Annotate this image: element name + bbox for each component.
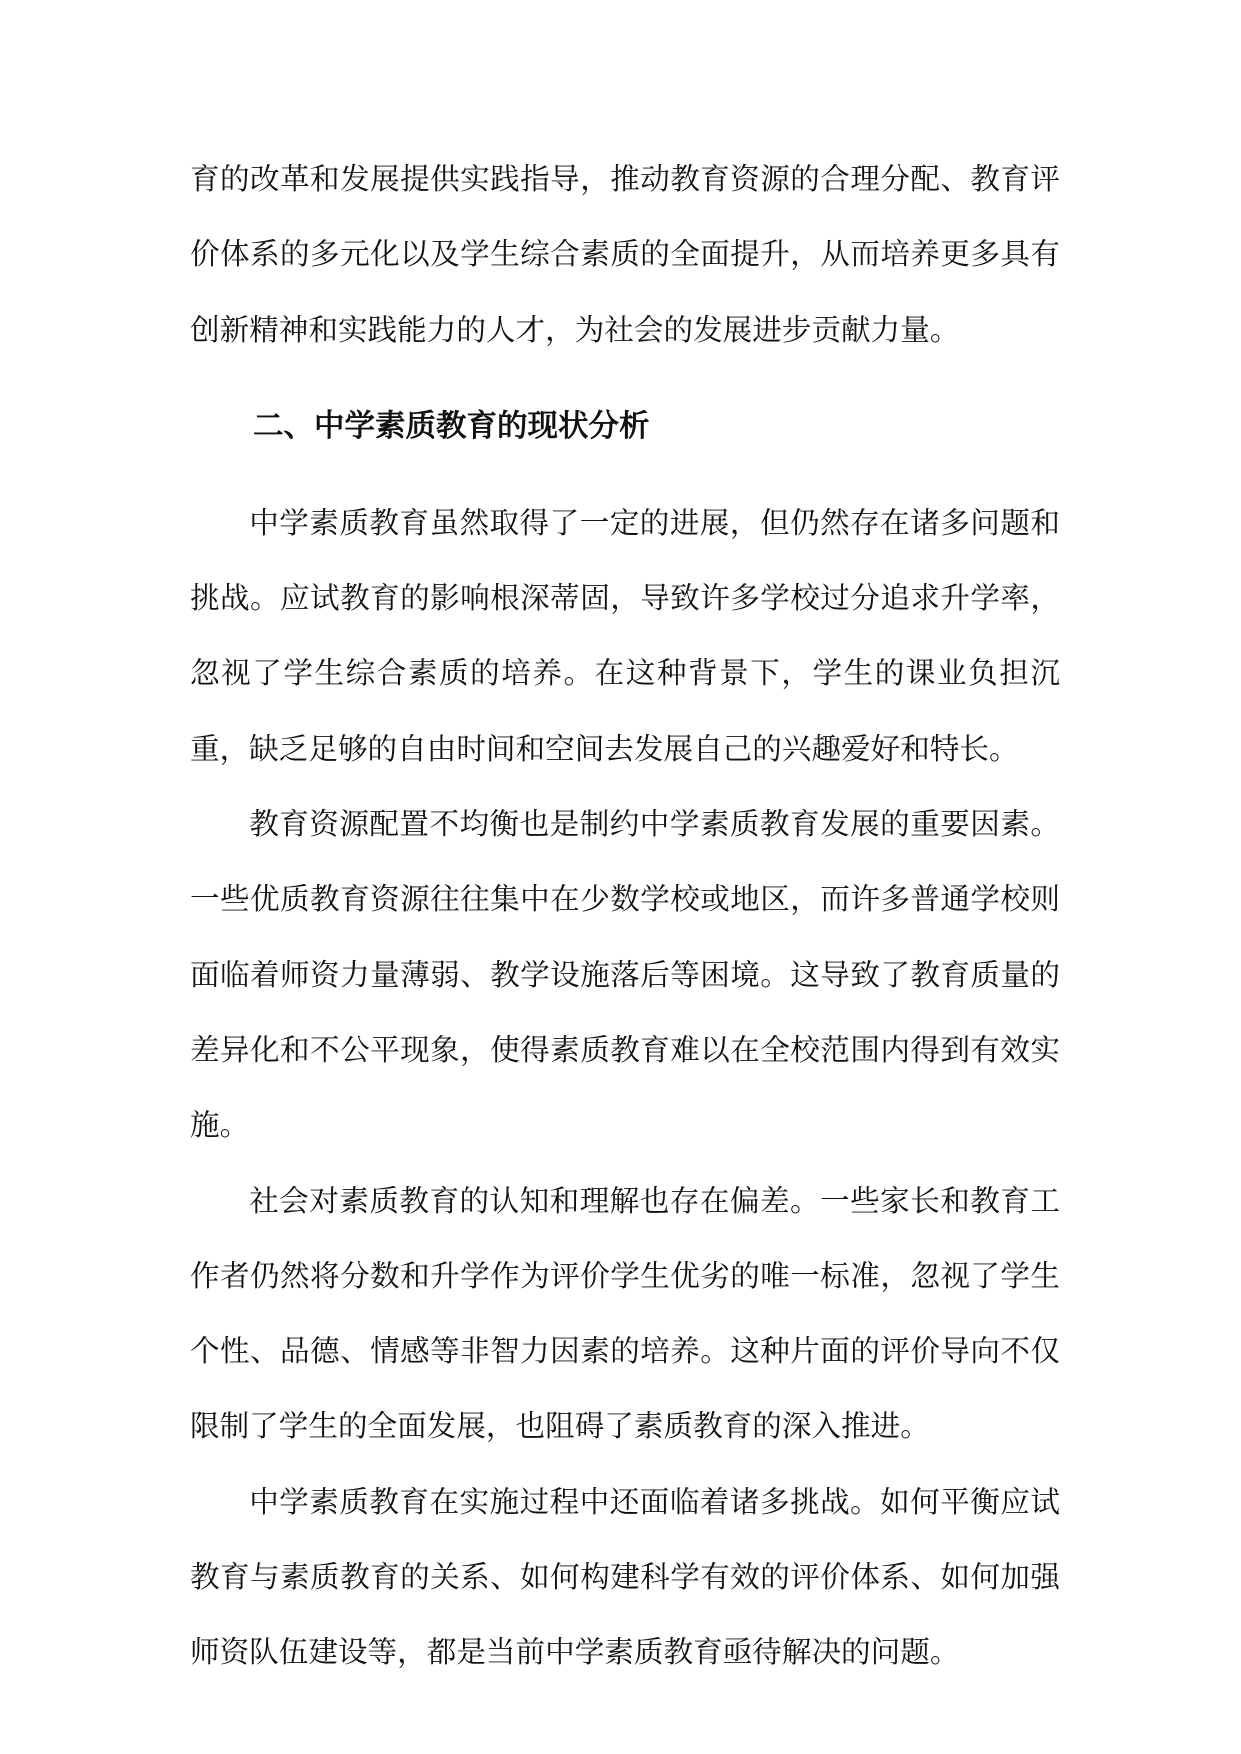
continued-paragraph: 育的改革和发展提供实践指导，推动教育资源的合理分配、教育评价体系的多元化以及学生综合素质的全面提升，从而培养更多具有创新精神和实践能力的人才，为社会的发展进步贡献力量。: [190, 162, 1060, 347]
paragraph-2: 教育资源配置不均衡也是制约中学素质教育发展的重要因素。一些优质教育资源往往集中在少数学校或地区，而许多普通学校则面临着师资力量薄弱、教学设施落后等困境。这导致了教育质量的差异化和不公平现象，使得素质教育难以在全校范围内得到有效实施。: [190, 807, 1060, 1143]
paragraph-3: 社会对素质教育的认知和理解也存在偏差。一些家长和教育工作者仍然将分数和升学作为评价学生优劣的唯一标准，忽视了学生个性、品德、情感等非智力因素的培养。这种片面的评价导向不仅限制了学生的全面发展，也阻碍了素质教育的深入推进。: [190, 1183, 1060, 1444]
paragraph-1: 中学素质教育虽然取得了一定的进展，但仍然存在诸多问题和挑战。应试教育的影响根深蒂固，导致许多学校过分追求升学率，忽视了学生综合素质的培养。在这种背景下，学生的课业负担沉重，缺乏足够的自由时间和空间去发展自己的兴趣爱好和特长。: [190, 505, 1060, 766]
document-body: [190, 142, 1060, 1691]
section-heading: 二、中学素质教育的现状分析: [253, 408, 650, 444]
paragraph-4: 中学素质教育在实施过程中还面临着诸多挑战。如何平衡应试教育与素质教育的关系、如何构建科学有效的评价体系、如何加强师资队伍建设等，都是当前中学素质教育亟待解决的问题。: [190, 1484, 1060, 1670]
